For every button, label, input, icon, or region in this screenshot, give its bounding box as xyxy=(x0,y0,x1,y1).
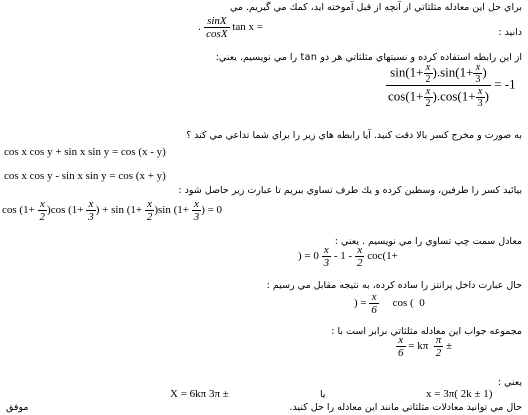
simplify-line: حال عبارت داخل پرانتز را ساده كرده، به نتيجه مقابل مي رسيم : xyxy=(266,280,522,291)
solution-two: x = 3π( 2k ± 1) xyxy=(426,388,493,400)
sin-over-cos-fraction: $\frac{\sin X}{\cos X}$ xyxy=(206,15,228,40)
ya-label: يا xyxy=(320,389,326,400)
big-fraction: sin(1+ $\frac{x}{2}$ ).sin(1+ $\frac{x}{3}$ ) cos(1+ $\frac{x}{2}$ ).cos(1+ $\frac{x}{3}$ ) xyxy=(388,62,489,109)
general-solution-equation: $\frac{x}{6}$ = kπ $\frac{\pi}{2}$ ± xyxy=(398,334,453,359)
big-fraction-equation xyxy=(386,62,516,109)
tan-x-equals: tan x = xyxy=(232,21,263,34)
closing-line: حال مي توانيد معادلات مثلثاتي مانند اين معادله را حل كنيد. xyxy=(289,402,522,413)
bring-up-line: بيائيد كسر را طرفين، وسطين كرده و يك طرف تساوي ببريم تا عبارت زير حاصل شود : xyxy=(178,185,522,196)
solution-one: X = 6kπ 3π ± xyxy=(170,388,229,400)
use-relation-line: از اين رابطه استفاده كرده و نسبتهاي مثلثاتي هر دو tan را مي نويسيم. يعني: xyxy=(215,52,522,63)
intro-line: براي حل اين معادله مثلثاتي از آنچه از قبل آموخته ايد، كمك مي گيريم. مي xyxy=(229,2,522,13)
simplified-equation: ) = $\frac{x}{6}$ cos ( 0 xyxy=(354,291,425,316)
yani-label: يعني : xyxy=(497,377,522,388)
tan-definition xyxy=(198,15,263,40)
period: . xyxy=(198,22,202,34)
cross-mult-question: به صورت و مخرج كسر بالا دقت كنيد. آيا رابطه هاي زير را براي شما تداعي مي كند ؟ xyxy=(186,130,522,141)
general-solution-line: مجموعه جواب اين معادله مثلثاتي برابر است با : xyxy=(331,326,522,337)
equals-minus-one: = -1 xyxy=(494,76,516,92)
identity-cos-difference: cos x cos y + sin x sin y = cos (x - y) xyxy=(4,146,166,158)
intro-line-2: دانيد : xyxy=(498,27,522,38)
success-word: موفق xyxy=(6,402,29,413)
identity-cos-sum: cos x cos y - sin x sin y = cos (x + y) xyxy=(4,170,166,182)
left-side-equation: ) = 0 $\frac{x}{3}$ - 1 - $\frac{x}{2}$ coc(1+ xyxy=(298,244,398,269)
main-equation: cos (1+ $\frac{x}{2}$ )cos (1+ $\frac{x}{3}$ ) + sin (1+ $\frac{x}{2}$ )sin (1+ $\frac{x}{3}$ ) = 0 xyxy=(2,198,223,223)
left-side-line: معادل سمت چپ تساوي را مي نويسيم . يعني : xyxy=(334,236,522,247)
